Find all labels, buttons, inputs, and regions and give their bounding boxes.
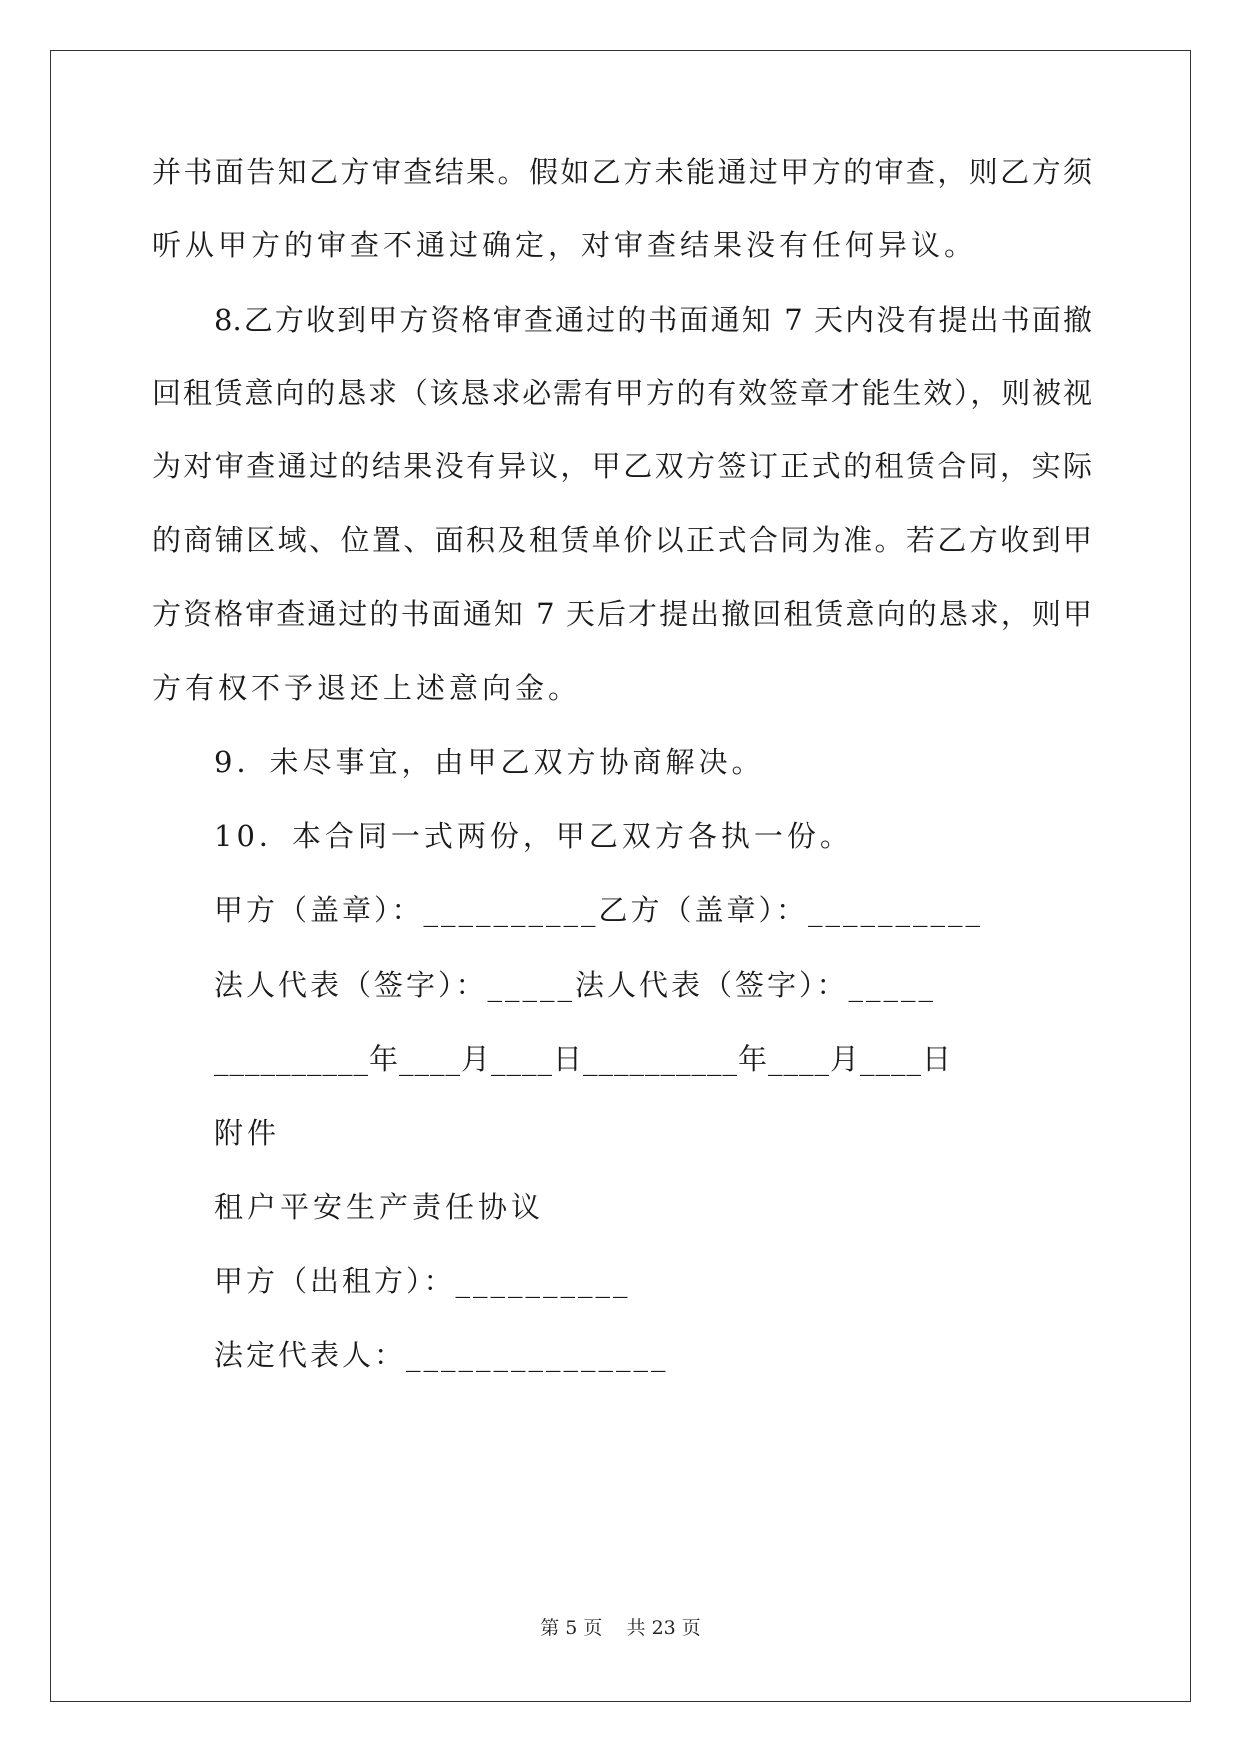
clause-10: 10．本合同一式两份，甲乙双方各执一份。 (214, 819, 853, 853)
legal-representative-line: 法定代表人：_______________ (214, 1338, 669, 1372)
attachment-label: 附件 (214, 1116, 281, 1150)
attachment-title: 租户平安生产责任协议 (214, 1190, 545, 1224)
date-line: __________年____月____日__________年____月____日 (214, 1042, 953, 1076)
body-line-1: 并书面告知乙方审查结果。假如乙方未能通过甲方的审查，则乙方须 (152, 155, 1092, 189)
page-total: 共 23 页 (626, 1617, 701, 1639)
clause-9: 9．未尽事宜，由甲乙双方协商解决。 (214, 745, 765, 779)
clause-8-line-1: 8.乙方收到甲方资格审查通过的书面通知 7 天内没有提出书面撤 (214, 303, 1092, 337)
clause-8-line-6: 方有权不予退还上述意向金。 (152, 671, 582, 705)
clause-8-line-5: 方资格审查通过的书面通知 7 天后才提出撤回租赁意向的恳求，则甲 (152, 597, 1092, 631)
page-footer (0, 1616, 1241, 1640)
clause-8-line-2: 回租赁意向的恳求（该恳求必需有甲方的有效签章才能生效），则被视 (152, 376, 1092, 410)
lessor-line: 甲方（出租方）：__________ (214, 1264, 631, 1298)
clause-8-line-4: 的商铺区域、位置、面积及租赁单价以正式合同为准。若乙方收到甲 (152, 523, 1092, 557)
clause-8-line-3: 为对审查通过的结果没有异议，甲乙双方签订正式的租赁合同，实际 (152, 449, 1092, 483)
body-line-2: 听从甲方的审查不通过确定，对审查结果没有任何异议。 (152, 228, 978, 262)
page-border (50, 50, 1191, 1702)
party-seal-line: 甲方（盖章）：__________乙方（盖章）：__________ (214, 893, 984, 927)
legal-rep-sign-line: 法人代表（签字）：_____法人代表（签字）：_____ (214, 968, 937, 1002)
page-number: 第 5 页 (540, 1617, 603, 1639)
